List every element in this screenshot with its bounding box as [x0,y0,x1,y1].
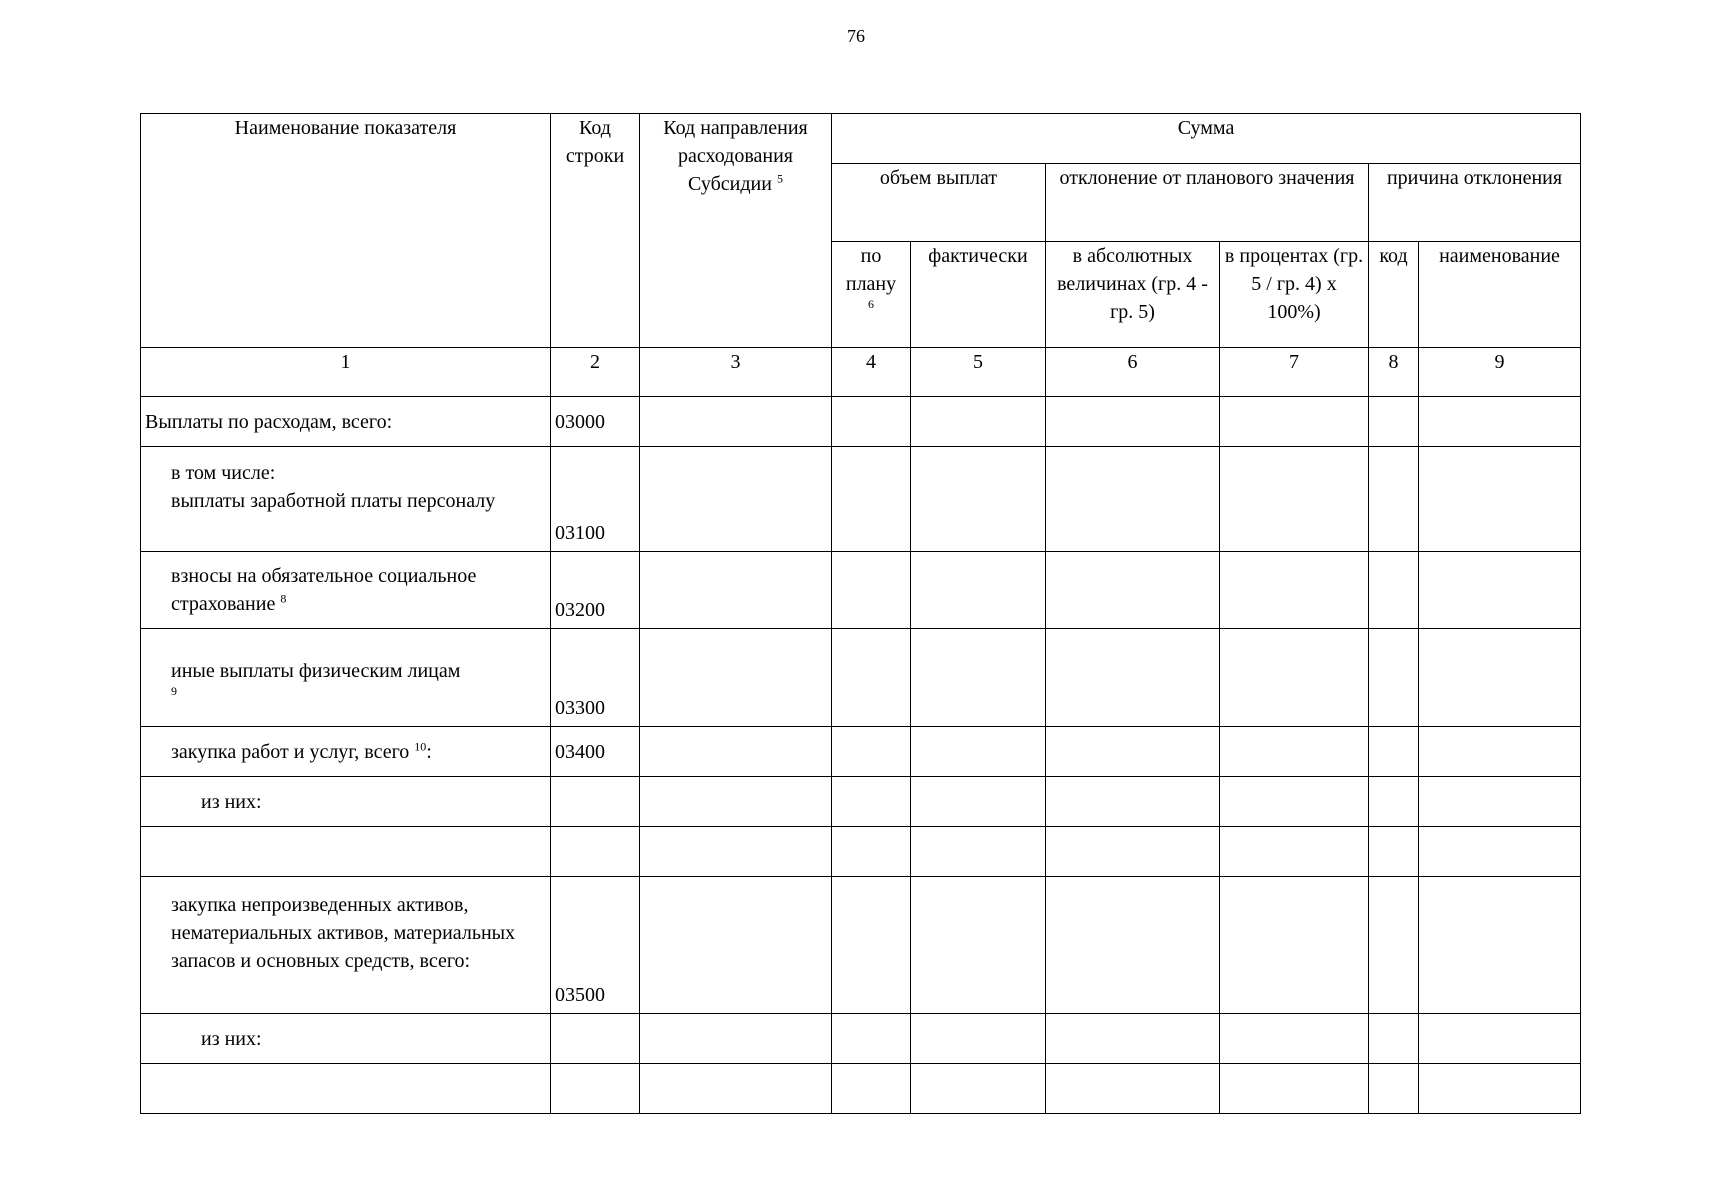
header-reason-code: код [1369,242,1419,348]
row-code: 03100 [551,447,640,552]
row-code [551,777,640,827]
row-code: 03400 [551,727,640,777]
column-number: 5 [911,348,1046,397]
row-name [141,552,551,629]
column-number: 3 [640,348,832,397]
footnote-6: 6 [868,297,874,311]
row-name-prefix: в том числе: [171,462,276,484]
table-row [141,777,1581,827]
table-row [141,397,1581,447]
row-name [141,727,551,777]
header-percent: в процентах (гр. 5 / гр. 4) x 100%) [1220,242,1369,348]
header-row-1 [141,114,1581,164]
header-reason: причина отклонения [1369,164,1581,242]
row-code [551,1014,640,1064]
row-code: 03500 [551,877,640,1014]
subsidy-payments-table [140,113,1581,1114]
table-row [141,1014,1581,1064]
row-name: из них: [141,777,551,827]
row-name-text: взносы на обязательное социальное страхование [171,565,477,615]
row-name: закупка непроизведенных активов, нематериальных активов, материальных запасов и основных средств, всего: [141,877,551,1014]
column-number: 1 [141,348,551,397]
row-name: из них: [141,1014,551,1064]
table-row [141,447,1581,552]
row-name-text: иные выплаты физическим лицам [171,660,461,682]
page-number: 76 [847,26,865,46]
header-by-plan [832,242,911,348]
row-name-text: закупка работ и услуг, всего [171,740,410,763]
column-number: 9 [1419,348,1581,397]
row-code [551,827,640,877]
header-direction-code [640,114,832,348]
row-name-suffix: : [426,740,432,763]
table-row [141,877,1581,1014]
header-actual: фактически [911,242,1046,348]
row-name: Выплаты по расходам, всего: [141,397,551,447]
table-row [141,1064,1581,1114]
row-name [141,1064,551,1114]
footnote-5: 5 [776,171,783,186]
header-direction-code-label: Код направления расходования Субсидии [663,117,808,195]
column-numbers-row [141,348,1581,397]
table-row [141,827,1581,877]
row-name [141,629,551,727]
table-row [141,727,1581,777]
header-payments-volume: объем выплат [832,164,1046,242]
column-number: 7 [1220,348,1369,397]
column-number: 8 [1369,348,1419,397]
header-deviation: отклонение от планового значения [1046,164,1369,242]
footnote-8: 8 [280,591,287,606]
footnote-9: 9 [171,684,177,698]
column-number: 4 [832,348,911,397]
row-code: 03300 [551,629,640,727]
header-absolute: в абсолютных величинах (гр. 4 - гр. 5) [1046,242,1220,348]
table-row [141,629,1581,727]
header-reason-name: наименование [1419,242,1581,348]
column-number: 6 [1046,348,1220,397]
header-sum: Сумма [832,114,1581,164]
row-name-text: выплаты заработной платы персоналу [171,490,496,512]
row-name [141,827,551,877]
row-code: 03000 [551,397,640,447]
table-row [141,552,1581,629]
footnote-10: 10 [414,738,427,753]
row-name [141,447,551,552]
header-line-code: Код строки [551,114,640,348]
header-indicator-name: Наименование показателя [141,114,551,348]
header-by-plan-label: по плану [845,245,897,295]
row-code: 03200 [551,552,640,629]
row-code [551,1064,640,1114]
column-number: 2 [551,348,640,397]
